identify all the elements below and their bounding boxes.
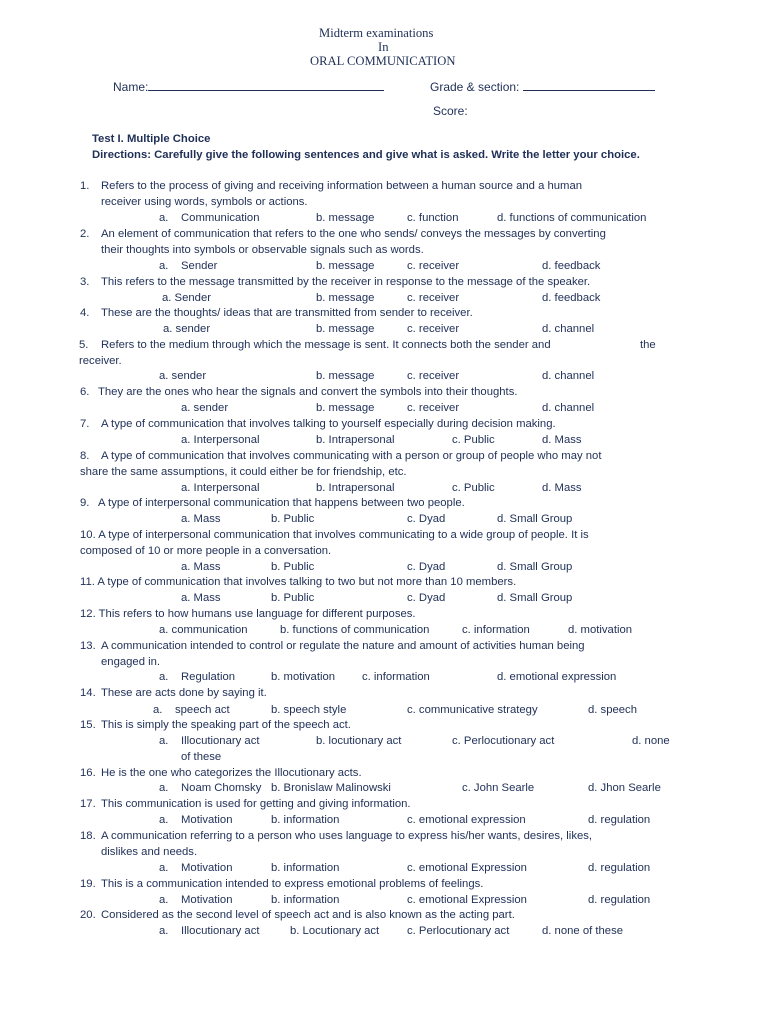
- choice-option: c. Dyad: [407, 513, 446, 525]
- question-number: 19.: [80, 878, 96, 890]
- choice-option: b. Locutionary act: [290, 925, 380, 937]
- choice-option: d. channel: [542, 323, 595, 335]
- choice-option: c. receiver: [407, 402, 460, 414]
- name-label: Name:: [113, 80, 149, 94]
- choice-option: d. Mass: [542, 482, 582, 494]
- question-number: 18.: [80, 830, 96, 842]
- choice-option: c. communicative strategy: [407, 704, 538, 716]
- choice-option: d. feedback: [542, 260, 601, 272]
- choice-letter: a.: [159, 671, 169, 683]
- grade-section-label: Grade & section:: [430, 80, 520, 94]
- question-number: 15.: [80, 719, 96, 731]
- choice-option: b. message: [316, 323, 375, 335]
- grade-section-blank[interactable]: [523, 79, 655, 91]
- choice-option: c. information: [462, 624, 530, 636]
- choice-option: b. motivation: [271, 671, 336, 683]
- choice-option: Communication: [181, 212, 260, 224]
- choice-option: a. Mass: [181, 592, 221, 604]
- question-text: Considered as the second level of speech act and is also known as the acting part.: [101, 909, 515, 921]
- choice-option: Motivation: [181, 862, 233, 874]
- choice-option: d. channel: [542, 370, 595, 382]
- choice-option: b. speech style: [271, 704, 347, 716]
- question-number: 9.: [80, 497, 90, 509]
- choice-letter: a.: [159, 782, 169, 794]
- choice-option: c. receiver: [407, 323, 460, 335]
- choice-option: c. emotional Expression: [407, 894, 527, 906]
- choice-option: c. function: [407, 212, 459, 224]
- choice-option: b. Public: [271, 592, 315, 604]
- choice-letter: a.: [159, 894, 169, 906]
- choice-option: d. speech: [588, 704, 637, 716]
- subject-title: ORAL COMMUNICATION: [310, 54, 456, 68]
- choice-option: c. Public: [452, 434, 495, 446]
- choice-option: b. message: [316, 370, 375, 382]
- question-number: 13.: [80, 640, 96, 652]
- test-title: Test I. Multiple Choice: [92, 133, 211, 145]
- choice-option: d. Mass: [542, 434, 582, 446]
- question-text: This refers to the message transmitted by the receiver in response to the message of the speaker.: [101, 276, 591, 288]
- name-blank[interactable]: [148, 79, 384, 91]
- question-text: These are acts done by saying it.: [101, 687, 267, 699]
- choice-option: d. motivation: [568, 624, 633, 636]
- choice-option: c. receiver: [407, 370, 460, 382]
- choice-option: d. none: [632, 735, 670, 747]
- choice-option: d. regulation: [588, 862, 651, 874]
- choice-option: b. Public: [271, 561, 315, 573]
- choice-option: c. Public: [452, 482, 495, 494]
- choice-option: b. message: [316, 292, 375, 304]
- exam-title-in: In: [378, 40, 389, 54]
- choice-letter: a.: [159, 925, 169, 937]
- choice-option: b. locutionary act: [316, 735, 402, 747]
- question-text-continued: share the same assumptions, it could either be for friendship, etc.: [80, 466, 407, 478]
- choice-option: d. Small Group: [497, 592, 573, 604]
- choice-option: b. message: [316, 260, 375, 272]
- question-number: 1.: [80, 180, 90, 192]
- question-text: An element of communication that refers to the one who sends/ conveys the messages by converting: [101, 228, 606, 240]
- question-text: A communication intended to control or regulate the nature and amount of activities human being: [101, 640, 585, 652]
- question-text: They are the ones who hear the signals and convert the symbols into their thoughts.: [98, 386, 518, 398]
- question-number: 17.: [80, 798, 96, 810]
- choice-option: Illocutionary act: [181, 925, 260, 937]
- choice-option: d. none of these: [542, 925, 624, 937]
- choice-option: a. sender: [181, 402, 229, 414]
- choice-option: b. information: [271, 894, 340, 906]
- choice-option: b. Intrapersonal: [316, 482, 395, 494]
- choice-option: c. receiver: [407, 292, 460, 304]
- question-text: 10. A type of interpersonal communication that involves communicating to a wide group of people. It is: [80, 529, 589, 541]
- question-text-continued: receiver.: [79, 355, 122, 367]
- question-text: 12. This refers to how humans use language for different purposes.: [80, 608, 416, 620]
- choice-option: Noam Chomsky: [181, 782, 262, 794]
- choice-option: d. Jhon Searle: [588, 782, 661, 794]
- choice-option: d. regulation: [588, 814, 651, 826]
- choice-option: Illocutionary act: [181, 735, 260, 747]
- question-text: A communication referring to a person who uses language to express his/her wants, desires, likes,: [101, 830, 593, 842]
- choice-option: d. Small Group: [497, 513, 573, 525]
- question-number: 2.: [80, 228, 90, 240]
- question-number: 4.: [80, 307, 90, 319]
- choice-option: c. receiver: [407, 260, 460, 272]
- question-number: 6.: [80, 386, 90, 398]
- choice-option: c. Perlocutionary act: [407, 925, 510, 937]
- question-number: 14.: [80, 687, 96, 699]
- choice-option-continued: of these: [181, 751, 222, 763]
- question-text-continued: dislikes and needs.: [101, 846, 198, 858]
- choice-option: a. communication: [159, 624, 248, 636]
- question-text: Refers to the process of giving and receiving information between a human source and a human: [101, 180, 583, 192]
- question-number: 16.: [80, 767, 96, 779]
- question-text-continued: composed of 10 or more people in a conversation.: [80, 545, 332, 557]
- choice-letter: a.: [159, 862, 169, 874]
- choice-option: d. emotional expression: [497, 671, 617, 683]
- choice-option: a. Mass: [181, 561, 221, 573]
- question-text: A type of communication that involves communicating with a person or group of people who may not: [101, 450, 602, 462]
- question-text: This is simply the speaking part of the speech act.: [101, 719, 351, 731]
- score-label: Score:: [433, 104, 468, 118]
- choice-option: d. feedback: [542, 292, 601, 304]
- choice-option: Regulation: [181, 671, 236, 683]
- question-number: 7.: [80, 418, 90, 430]
- choice-option: c. Dyad: [407, 561, 446, 573]
- question-number: 20.: [80, 909, 96, 921]
- choice-option: Motivation: [181, 814, 233, 826]
- question-text: This is a communication intended to express emotional problems of feelings.: [101, 878, 484, 890]
- choice-option: b. message: [316, 212, 375, 224]
- choice-option: c. information: [362, 671, 430, 683]
- choice-option: a. sender: [159, 370, 207, 382]
- question-text-extra: the: [640, 339, 656, 351]
- choice-option: b. information: [271, 862, 340, 874]
- choice-option: d. Small Group: [497, 561, 573, 573]
- choice-option: c. emotional expression: [407, 814, 526, 826]
- choice-letter: a.: [159, 260, 169, 272]
- grade-section-field: [430, 79, 655, 94]
- exam-title: Midterm examinations: [319, 26, 434, 40]
- name-field: [113, 79, 384, 94]
- question-number: 5.: [79, 339, 89, 351]
- choice-option: c. emotional Expression: [407, 862, 527, 874]
- choice-option: Motivation: [181, 894, 233, 906]
- question-text-continued: engaged in.: [101, 656, 161, 668]
- choice-option: a. Interpersonal: [181, 482, 260, 494]
- choice-option: speech act: [175, 704, 230, 716]
- choice-letter: a.: [159, 735, 169, 747]
- question-text: These are the thoughts/ ideas that are transmitted from sender to receiver.: [101, 307, 473, 319]
- choice-option: Sender: [181, 260, 218, 272]
- choice-letter: a.: [159, 212, 169, 224]
- choice-option: b. Bronislaw Malinowski: [271, 782, 391, 794]
- choice-option: a. Mass: [181, 513, 221, 525]
- choice-option: a. sender: [163, 323, 211, 335]
- choice-option: d. channel: [542, 402, 595, 414]
- choice-option: b. Public: [271, 513, 315, 525]
- choice-option: d. regulation: [588, 894, 651, 906]
- choice-letter: a.: [159, 814, 169, 826]
- choice-option: a. Interpersonal: [181, 434, 260, 446]
- question-number: 3.: [80, 276, 90, 288]
- question-text: Refers to the medium through which the message is sent. It connects both the sender and: [101, 339, 551, 351]
- question-text-continued: receiver using words, symbols or actions.: [101, 196, 308, 208]
- question-text-continued: their thoughts into symbols or observable signals such as words.: [101, 244, 424, 256]
- question-text: 11. A type of communication that involves talking to two but not more than 10 members.: [80, 576, 517, 588]
- choice-option: b. Intrapersonal: [316, 434, 395, 446]
- choice-option: c. John Searle: [462, 782, 535, 794]
- question-number: 8.: [80, 450, 90, 462]
- choice-option: b. information: [271, 814, 340, 826]
- choice-option: d. functions of communication: [497, 212, 647, 224]
- choice-letter: a.: [153, 704, 163, 716]
- question-text: This communication is used for getting and giving information.: [101, 798, 411, 810]
- choice-option: b. message: [316, 402, 375, 414]
- test-directions: Directions: Carefully give the following sentences and give what is asked. Write the letter your choice.: [92, 149, 640, 161]
- choice-option: a. Sender: [162, 292, 211, 304]
- choice-option: b. functions of communication: [280, 624, 430, 636]
- choice-option: c. Dyad: [407, 592, 446, 604]
- choice-option: c. Perlocutionary act: [452, 735, 555, 747]
- question-text: He is the one who categorizes the Illocutionary acts.: [101, 767, 362, 779]
- question-text: A type of interpersonal communication that happens between two people.: [98, 497, 465, 509]
- question-text: A type of communication that involves talking to yourself especially during decision making.: [101, 418, 556, 430]
